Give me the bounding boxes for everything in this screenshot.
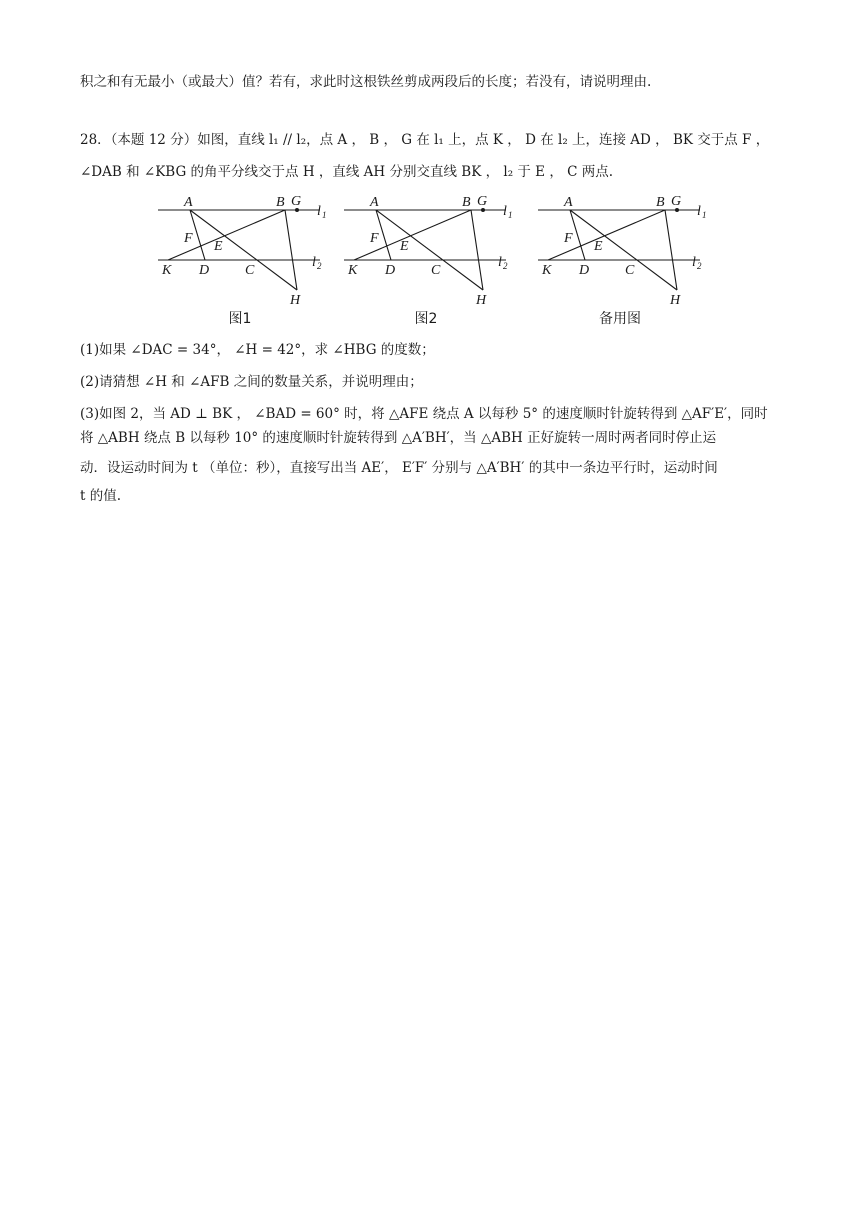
label-d: D (385, 263, 396, 278)
label-k: K (542, 263, 552, 278)
label-g: G (477, 194, 488, 209)
label-f: F (370, 231, 379, 246)
label-c: C (245, 263, 255, 278)
label-l2: l (312, 255, 316, 270)
label-b: B (276, 195, 285, 210)
figure-1-caption: 图1 (228, 311, 252, 327)
problem-stem-line-2: ∠DAB 和 ∠KBG 的角平分线交于点 H ，直线 AH 分别交直线 BK ， l₂ 于 E ， C 两点. (80, 164, 614, 180)
label-f: F (184, 231, 193, 246)
previous-problem-tail: 积之和有无最小（或最大）值？若有，求此时这根铁丝剪成两段后的长度；若没有，请说明理由. (80, 74, 652, 90)
question-3-line-4: t 的值. (80, 488, 122, 504)
question-1: (1)如果 ∠DAC = 34°， ∠H = 42°，求 ∠HBG 的度数； (80, 342, 435, 358)
figure-row (150, 190, 710, 340)
label-l2-sub: 2 (317, 261, 322, 271)
label-e: E (400, 239, 409, 254)
question-3-line-2: 将 △ABH 绕点 B 以每秒 10° 的速度顺时针旋转得到 △A′BH′，当 △ABH 正好旋转一周时两者同时停止运 (80, 430, 717, 446)
label-b: B (462, 195, 471, 210)
label-l2: l (692, 255, 696, 270)
label-e: E (594, 239, 603, 254)
label-l1-sub: 1 (508, 210, 513, 220)
label-l1: l (317, 204, 321, 219)
label-l1: l (697, 204, 701, 219)
figure-1-diagram (150, 190, 330, 310)
figure-backup-caption: 备用图 (599, 311, 641, 327)
label-d: D (579, 263, 590, 278)
label-c: C (431, 263, 441, 278)
label-a: A (370, 195, 379, 210)
label-a: A (184, 195, 193, 210)
figure-1 (150, 190, 330, 330)
figure-2-caption: 图2 (414, 311, 438, 327)
label-h: H (670, 293, 681, 308)
figure-2-diagram (336, 190, 516, 310)
label-h: H (476, 293, 487, 308)
label-f: F (564, 231, 573, 246)
problem-stem-line-1: 28．（本题 12 分）如图，直线 l₁ // l₂，点 A ， B ， G 在 l₁ 上，点 K ， D 在 l₂ 上，连接 AD ， BK 交于点 F ， (80, 132, 770, 148)
label-l1: l (503, 204, 507, 219)
label-a: A (564, 195, 573, 210)
label-l1-sub: 1 (322, 210, 327, 220)
label-l1-sub: 1 (702, 210, 707, 220)
label-d: D (199, 263, 210, 278)
label-k: K (348, 263, 358, 278)
label-k: K (162, 263, 172, 278)
label-l2: l (498, 255, 502, 270)
question-3-line-1: (3)如图 2，当 AD ⊥ BK ， ∠BAD = 60° 时，将 △AFE 绕点 A 以每秒 5° 的速度顺时针旋转得到 △AF′E′，同时 (80, 406, 768, 422)
question-3-line-3: 动．设运动时间为 t （单位：秒），直接写出当 AE′， E′F′ 分别与 △A′BH′ 的其中一条边平行时，运动时间 (80, 460, 718, 476)
figure-2 (336, 190, 516, 330)
figure-backup-diagram (530, 190, 710, 310)
question-2: (2)请猜想 ∠H 和 ∠AFB 之间的数量关系，并说明理由； (80, 374, 423, 390)
label-b: B (656, 195, 665, 210)
figure-backup (530, 190, 710, 330)
label-g: G (291, 194, 302, 209)
label-c: C (625, 263, 635, 278)
label-e: E (214, 239, 223, 254)
label-l2-sub: 2 (697, 261, 702, 271)
label-l2-sub: 2 (503, 261, 508, 271)
label-g: G (671, 194, 682, 209)
label-h: H (290, 293, 301, 308)
